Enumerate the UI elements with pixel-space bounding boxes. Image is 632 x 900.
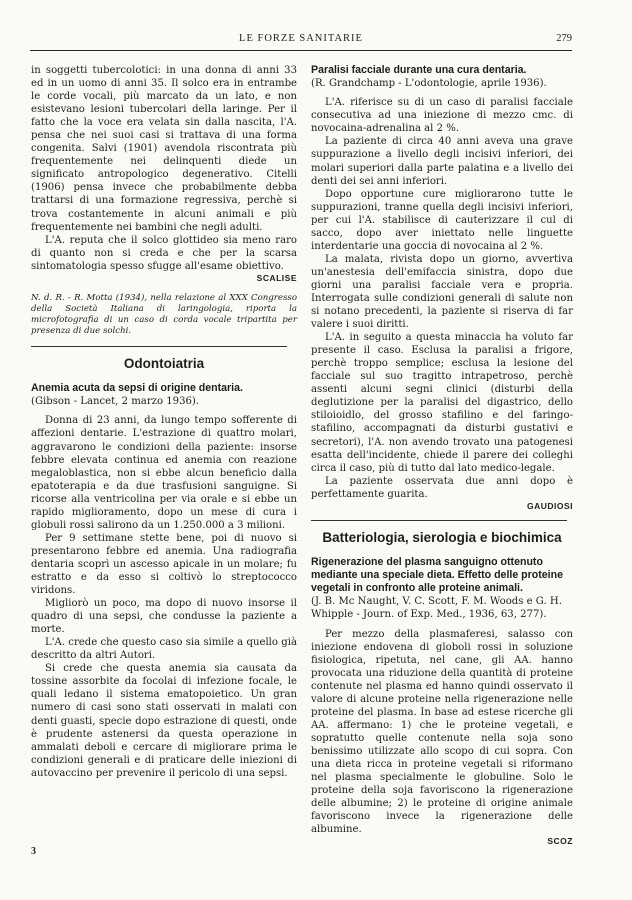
right-column [311,64,573,846]
header-rule [30,50,572,51]
article-paragraph: Dopo opportune cure migliorarono tutte le suppurazioni, tranne quella degli incisivi inferiori, per cui l'A. stabilisce di cauterizzare il cul di sacco, dopo aver iniettato nelle linguette interdentarie una goccia di novocaina al 2 %. [311,188,573,252]
section-title: Batteriologia, sierologia e biochimica [322,529,562,545]
section-divider [311,520,567,521]
article-paragraph: Si crede che questa anemia sia causata da tossine assorbite da focolai di infezione focale, le quali ledano il sistema ematopoietico. Un gran numero di casi sono stati osservati in malati con denti guasti, specie dopo estrazione di questi, onde è prudente astenersi da questa operazione in ammalati deboli e cercare di migliorare prima le condizioni generali e di praticare delle iniezioni di autovaccino per prevenire il pericolo di una sepsi. [31,663,297,779]
section-title: Odontoiatria [123,356,205,372]
editor-note: N. d. R. - R. Motta (1934), nella relazione al XXX Congresso della Società Italiana di laringologia, riporta la microfotografia di un caso di corda vocale tripartita per presenza di due solchi. [31,292,297,337]
intro-paragraph: in soggetti tubercolotici: in una donna di anni 33 ed in un uomo di anni 35. Il solco era in entrambe le corde vocali, più marcato da un lato, e non esistevano lesioni tubercolari della laringe. Per il fatto che la voce era velata sin dalla nascita, l'A. pensa che nei suoi casi si trattava di una forma congenita. Salvi (1901) avendola riscontrata più frequentemente nei delinquenti diede un significato antropologico degenerativo. Citelli (1906) pensa invece che probabilmente debba trattarsi di una formazione regressiva, perchè si trova costantemente in alcuni animali e più frequentemente nei bambini che negli adulti. [31,65,297,233]
article-paragraph: La malata, rivista dopo un giorno, avvertiva un'anestesia dell'emifaccia sinistra, dopo due giorni una paralisi facciale vera e propria. Interrogata sulle condizioni generali di salute non si notano precedenti, la paziente si riserva di far valere i suoi diritti. [311,253,573,331]
signature: GAUDIOSI [526,500,573,511]
journal-title: LE FORZE SANITARIE [239,33,363,44]
article-paragraph: Per mezzo della plasmaferesi, salasso con iniezione endovena di globoli rossi in soluzione fisiologica, ripetuta, nel cane, gli AA. hanno provocata una riduzione della quantità di proteine contenute nel plasma ed hanno quindi osservato il valore di alcune proteine nella rigenerazione nelle proteine del plasma. In base ad estese ricerche gli AA. affermano: 1) che le proteine vegetali, e sopratutto quelle contenute nella soja sono benissimo utilizzate allo scopo di cui sopra. Con una dieta ricca in proteine vegetali si riformano nel plasma specialmente le globuline. Solo le proteine della soja favoriscono la rigenerazione delle albumine; 2) le proteine di origine animale favoriscono invece la rigenerazione delle albumine. [311,628,573,836]
section-divider [31,346,287,347]
article-paragraph: L'A. in seguito a questa minaccia ha voluto far presente il caso. Esclusa la paralisi a frigore, perchè troppo semplice; esclusa la lesione del facciale sul suo tragitto intrapetroso, perchè assenti alcuni segni clinici (disturbi della deglutizione per la paralisi del digastrico, dello stiloioidlo, del grosso stafilino e del faringo-stafilino, accompagnati da disturbi gustativi e secretori), l'A. non avendo trovato una patogenesi esatta dell'incidente, chiede il parere dei colleghi circa il caso, più di tutto dal lato medico-legale. [311,332,573,474]
article-reference: (J. B. Mc Naught, V. C. Scott, F. M. Woods e G. H. Whipple - Journ. of Exp. Med., 1936, 63, 277). [311,596,562,621]
signature: SCALISE [256,272,297,283]
article-paragraph: Donna di 23 anni, da lungo tempo sofferente di affezioni dentarie. L'estrazione di quattro molari, aggravarono le condizioni della paziente: insorse febbre elevata continua ed anemia con reazione megaloblastica, non si ebbe alcun beneficio dalla epatoterapia e da due trasfusioni sanguigne. Si ricorse alla ventricolina per via orale e si ebbe un rapido miglioramento, dopo un mese di cura i globuli rossi salirono da un 1.250.000 a 3 milioni. [31,415,297,531]
article-paragraph: Migliorò un poco, ma dopo di nuovo insorse il quadro di una sepsi, che condusse la paziente a morte. [31,598,297,636]
page-number: 279 [556,33,572,44]
article-title: Paralisi facciale durante una cura dentaria. [311,64,527,76]
article-paragraph: Per 9 settimane stette bene, poi di nuovo si presentarono febbre ed anemia. Una radiografia dentaria scoprì un ascesso apicale in un molare; fu estratto e da esso si coltivò lo streptococco viridons. [31,532,297,597]
article-paragraph: L'A. riferisce su di un caso di paralisi facciale consecutiva ad una iniezione di mezzo cmc. di novocaina-adrenalina al 2 %. [311,97,573,135]
running-head [30,33,572,47]
intro-paragraph: L'A. reputa che il solco glottideo sia meno raro di quanto non si creda e che per la scarsa sintomatologia spesso sfugge all'esame obiettivo. [31,234,297,272]
folio-mark: 3 [31,846,36,857]
article-title: Rigenerazione del plasma sanguigno ottenuto mediante una speciale dieta. Effetto delle proteine vegetali in confronto alle proteine animali. [311,555,563,595]
article-paragraph: La paziente di circa 40 anni aveva una grave suppurazione a livello degli incisivi inferiori, dei molari superiori dalla parte palatina e a livello dei denti dei sei anni inferiori. [311,136,573,187]
article-reference: (R. Grandchamp - L'odontologie, aprile 1936). [311,78,547,90]
article-paragraph: L'A. crede che questo caso sia simile a quello già descritto da altri Autori. [31,637,297,662]
article-reference: (Gibson - Lancet, 2 marzo 1936). [31,396,200,408]
article-paragraph: La paziente osservata due anni dopo è perfettamente guarita. [311,475,573,500]
article-title: Anemia acuta da sepsi di origine dentaria. [31,382,243,395]
signature: SCOZ [547,836,573,847]
left-column [31,64,297,780]
